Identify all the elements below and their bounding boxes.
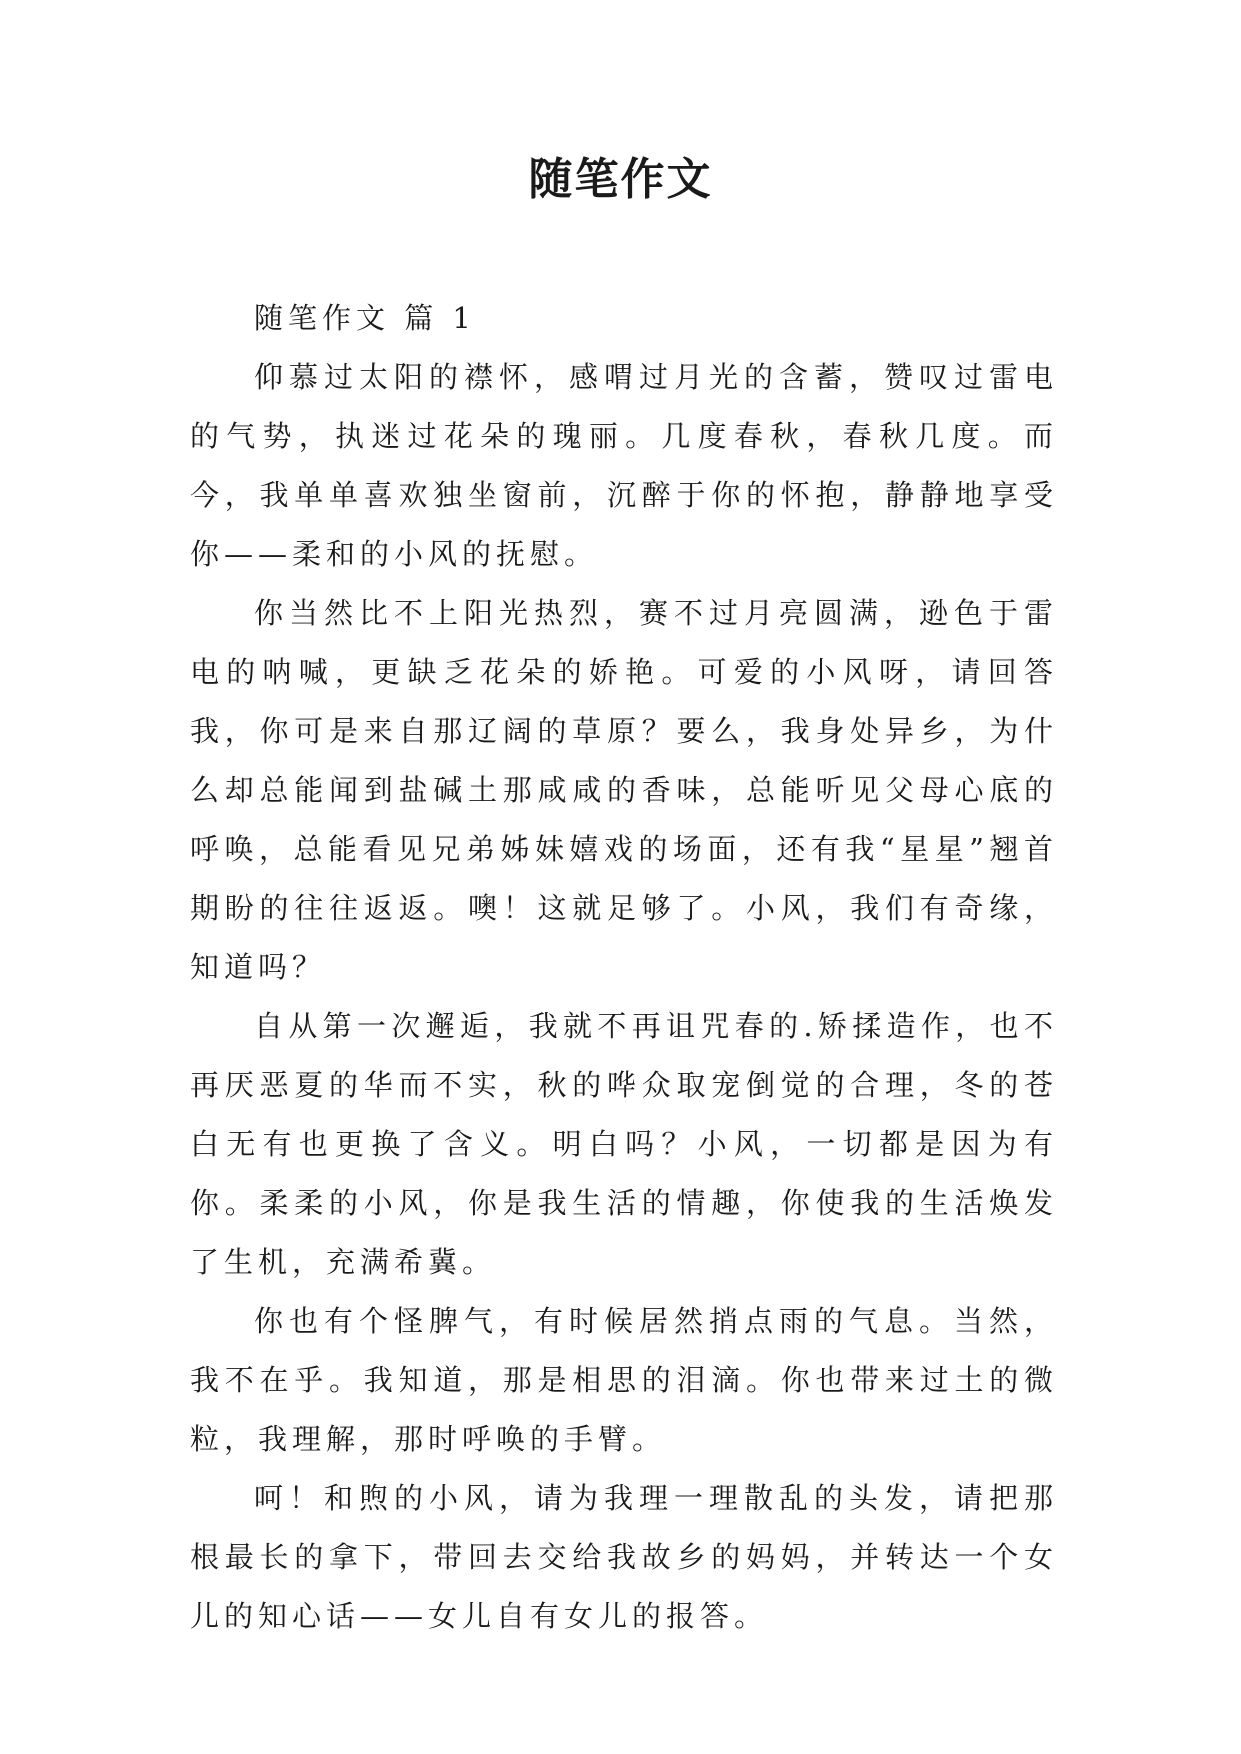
section-heading: 随笔作文 篇 1 [254,301,476,335]
paragraph-1: 仰慕过太阳的襟怀，感喟过月光的含蓄，赞叹过雷电的气势，执迷过花朵的瑰丽。几度春秋，春秋几度。而今，我单单喜欢独坐窗前，沉醉于你的怀抱，静静地享受你——柔和的小风的抚慰。 [190,360,1058,571]
document-body [190,289,1058,1646]
document-title: 随笔作文 [528,154,713,205]
paragraph-2: 你当然比不上阳光热烈，赛不过月亮圆满，逊色于雷电的呐喊，更缺乏花朵的娇艳。可爱的小风呀，请回答我，你可是来自那辽阔的草原？要么，我身处异乡，为什么却总能闻到盐碱土那咸咸的香味，总能听见父母心底的呼唤，总能看见兄弟姊妹嬉戏的场面，还有我“星星”翘首期盼的往往返返。噢！这就足够了。小风，我们有奇缘，知道吗？ [190,596,1058,984]
paragraph-4: 你也有个怪脾气，有时候居然捎点雨的气息。当然，我不在乎。我知道，那是相思的泪滴。你也带来过土的微粒，我理解，那时呼唤的手臂。 [190,1304,1058,1456]
paragraph-5: 呵！和煦的小风，请为我理一理散乱的头发，请把那根最长的拿下，带回去交给我故乡的妈妈，并转达一个女儿的知心话——女儿自有女儿的报答。 [190,1481,1058,1633]
paragraph-3: 自从第一次邂逅，我就不再诅咒春的.矫揉造作，也不再厌恶夏的华而不实，秋的哗众取宠倒觉的合理，冬的苍白无有也更换了含义。明白吗？小风，一切都是因为有你。柔柔的小风，你是我生活的情趣，你使我的生活焕发了生机，充满希冀。 [190,1009,1058,1279]
